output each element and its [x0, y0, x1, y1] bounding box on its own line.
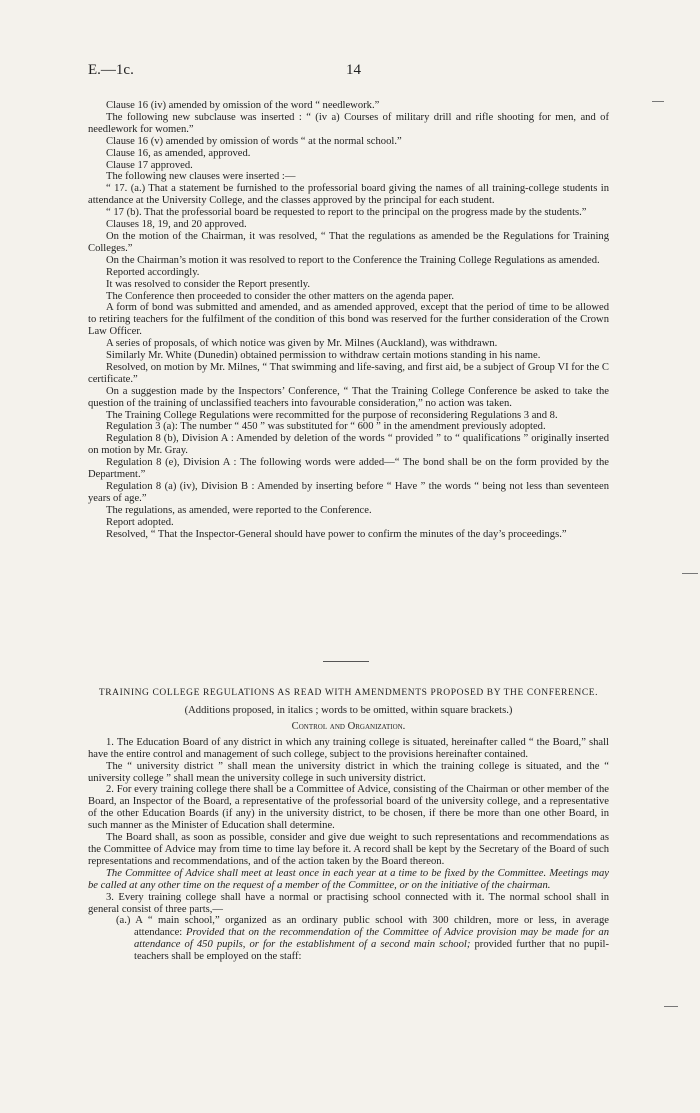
paragraph: “ 17. (a.) That a statement be furnished to the professorial board giving the names of all training-college students in attendance at the University College, and the classes approved by the principal for each student. [88, 183, 609, 207]
regulation-paragraph: The “ university district ” shall mean the university district in which the training college is situated, and the “ university college ” shall mean the university college in such university district. [88, 760, 609, 784]
paragraph: Clause 16, as amended, approved. [106, 147, 251, 159]
regulation-paragraph: The Board shall, as soon as possible, consider and give due weight to such representations and recommendations as the Committee of Advice may from time to time lay before it. A record shall be kept by the Secretary of the Board of such representations and recommendations, and of the action taken by the Board thereon. [88, 832, 609, 867]
paragraph: Regulation 3 (a): The number “ 450 ” was substituted for “ 600 ” in the amendment previously adopted. [106, 421, 546, 433]
regulations-section [88, 687, 609, 963]
paragraph: The regulations, as amended, were reported to the Conference. [106, 504, 372, 516]
paragraph: Clauses 18, 19, and 20 approved. [106, 219, 247, 231]
section-heading: Control and Organization. [291, 720, 406, 732]
paragraph: The Training College Regulations were recommitted for the purpose of reconsidering Regulations 3 and 8. [106, 409, 558, 421]
minutes-section [88, 100, 609, 541]
paragraph: On the Chairman’s motion it was resolved to report to the Conference the Training College Regulations as amended. [106, 254, 600, 266]
paragraph: Resolved, “ That the Inspector-General should have power to confirm the minutes of the day’s proceedings.” [106, 528, 567, 540]
paragraph: The following new subclause was inserted : “ (iv a) Courses of military drill and rifle shooting for men, and of needlework for women.” [88, 111, 609, 135]
paragraph: On the motion of the Chairman, it was resolved, “ That the regulations as amended be the Regulations for Training Colleges.” [88, 230, 609, 254]
paragraph: Similarly Mr. White (Dunedin) obtained permission to withdraw certain motions standing in his name. [106, 350, 541, 362]
subclause-text-end: provided further that no pupil-teachers shall be employed on the staff: [134, 939, 609, 963]
margin-mark [682, 573, 698, 574]
subclause-text: (a.) A “ main school,” organized as an ordinary public school with 300 children, more or less, in average attendance: [116, 915, 609, 939]
regulation-paragraph: 2. For every training college there shall be a Committee of Advice, consisting of the Chairman or other member of the Board, an Inspector of the Board, a representative of the professorial board of the university college, and a representative of the other Education Boards (if any) in the university district, to be chosen, if there be more than one other Board, in such manner as the Minister of Education shall determine. [88, 784, 609, 832]
paragraph: On a suggestion made by the Inspectors’ Conference, “ That the Training College Conference be asked to take the question of the training of unclassified teachers into favourable consideration,” no action was taken. [88, 385, 609, 409]
paragraph: The following new clauses were inserted :— [106, 171, 296, 183]
paragraph: Clause 16 (iv) amended by omission of the word “ needlework.” [106, 100, 380, 111]
paragraph: Report adopted. [106, 516, 174, 528]
paragraph: It was resolved to consider the Report presently. [106, 278, 311, 290]
margin-mark [664, 1006, 678, 1007]
paragraph: “ 17 (b). That the professorial board be requested to report to the principal on the progress made by the students.” [106, 207, 587, 219]
paragraph: Regulation 8 (a) (iv), Division B : Amended by inserting before “ Have ” the words “ being not less than seventeen years of age.” [88, 481, 609, 504]
paragraph: The Conference then proceeded to consider the other matters on the agenda paper. [106, 290, 454, 302]
section-divider [323, 661, 369, 662]
paragraph: Regulation 8 (b), Division A : Amended by deletion of the words “ provided ” to “ qualifications ” originally inserted on motion by Mr. Gray. [88, 433, 609, 457]
paragraph: Clause 16 (v) amended by omission of words “ at the normal school.” [106, 135, 402, 147]
document-code: E.—1c. [88, 62, 134, 78]
page-header [88, 62, 608, 82]
page-number: 14 [346, 62, 361, 78]
subclause-italic-text: Provided that on the recommendation of the Committee of Advice provision may be made for an attendance of 450 pupils, or for the establishment of a second main school; [134, 927, 609, 951]
margin-mark [652, 101, 664, 102]
paragraph: A form of bond was submitted and amended, and as amended approved, except that the period of time to be allowed to retiring teachers for the fulfilment of the condition of this bond was reserved for the further consideration of the Crown Law Officer. [88, 302, 609, 338]
paragraph: A series of proposals, of which notice was given by Mr. Milnes (Auckland), was withdrawn. [106, 338, 498, 350]
paragraph: Reported accordingly. [106, 266, 200, 278]
paragraph: Clause 17 approved. [106, 159, 193, 171]
section-note: (Additions proposed, in italics ; words to be omitted, within square brackets.) [184, 705, 513, 716]
regulation-paragraph: 1. The Education Board of any district in which any training college is situated, hereinafter called “ the Board,” shall have the entire control and management of such college, subject to the provisions hereinafter contained. [88, 736, 609, 760]
regulation-paragraph-italic: The Committee of Advice shall meet at least once in each year at a time to be fixed by the Committee. Meetings may be called at any other time on the request of a member of the Committee, or on the initiative of the chairman. [88, 867, 609, 891]
regulation-subclause [88, 915, 609, 963]
paragraph: Regulation 8 (e), Division A : The following words were added—“ The bond shall be on the form provided by the Department.” [88, 457, 609, 481]
regulation-paragraph: 3. Every training college shall have a normal or practising school connected with it. The normal school shall in general consist of three parts,— [88, 891, 609, 915]
section-title: TRAINING COLLEGE REGULATIONS AS READ WITH AMENDMENTS PROPOSED BY THE CONFERENCE. [98, 688, 599, 698]
paragraph: Resolved, on motion by Mr. Milnes, “ That swimming and life-saving, and first aid, be a subject of Group VI for the C certificate.” [88, 361, 609, 385]
